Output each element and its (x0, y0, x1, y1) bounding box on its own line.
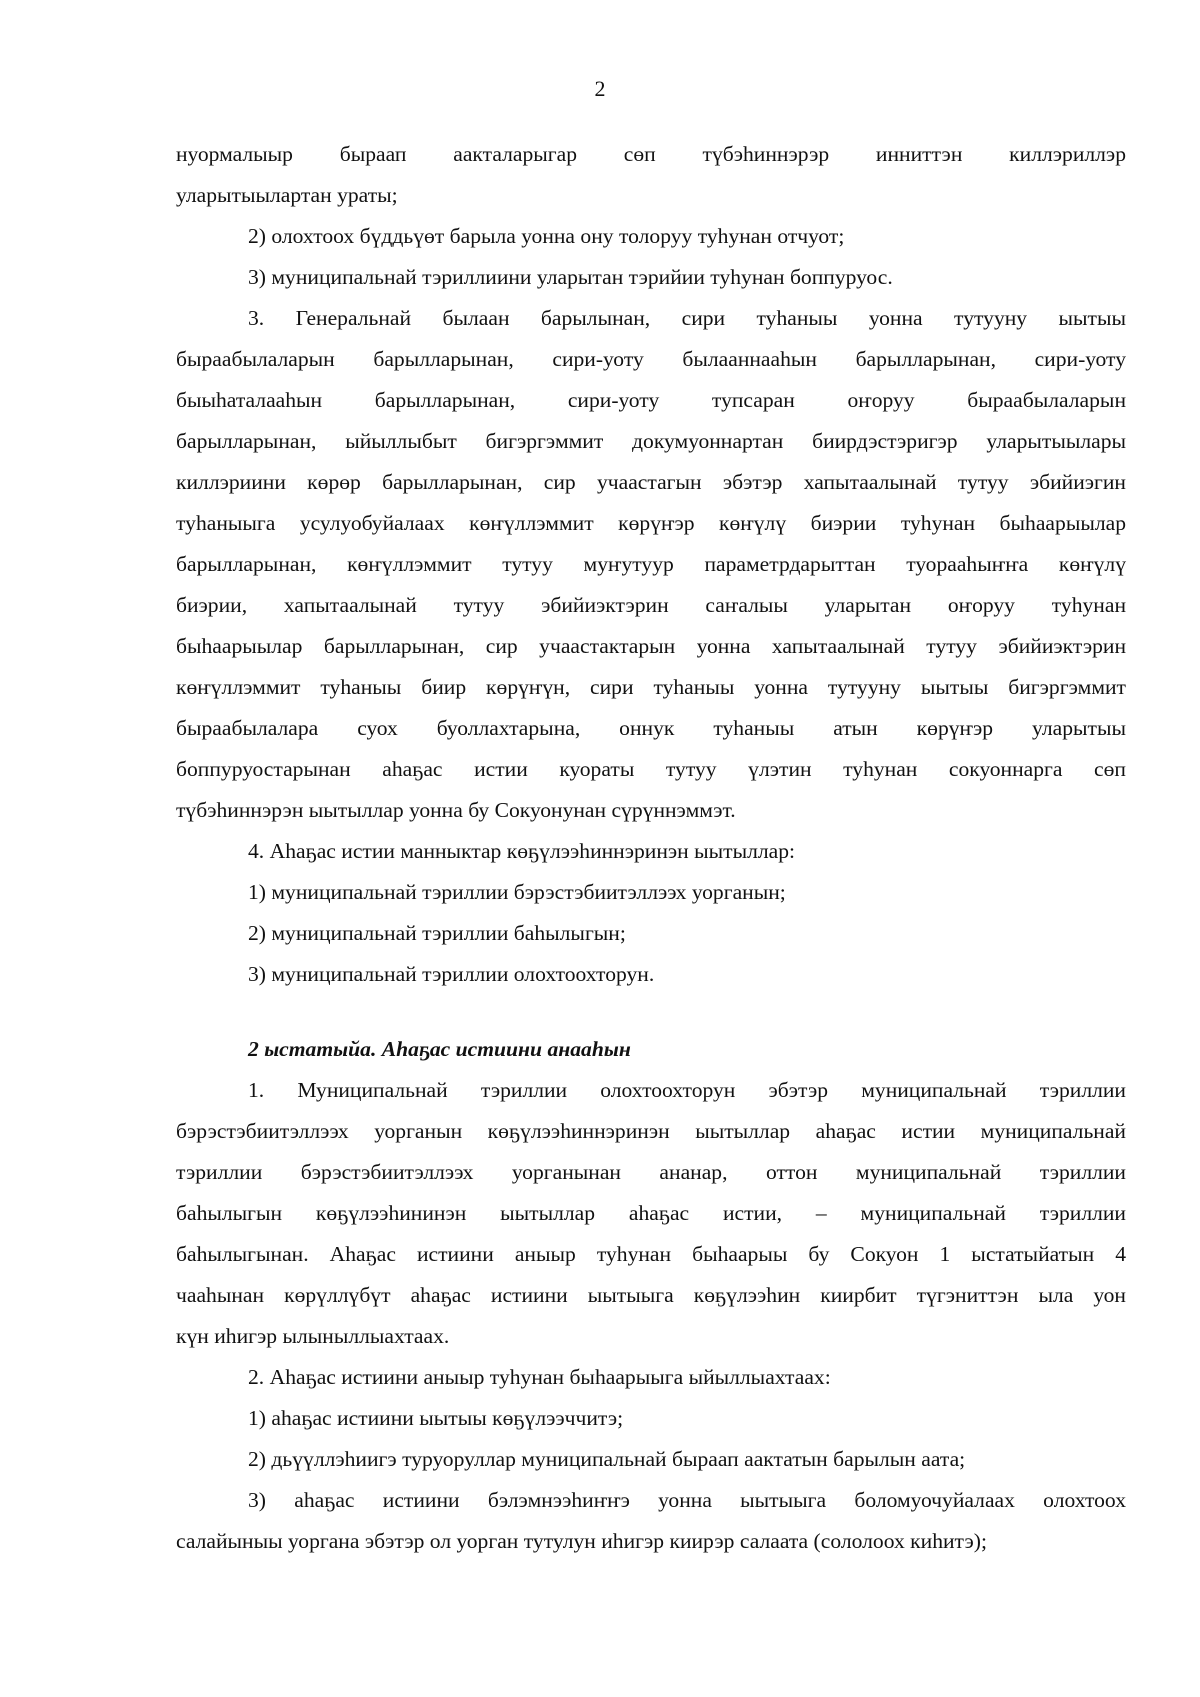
text-line: баһылыгын көҕүлээһининэн ыытыллар аһаҕас истии, – муниципальнай тэриллии (176, 1201, 1126, 1225)
text-line: быраабылаларын барылларынан, сири-уоту былааннааһын барылларынан, сири-уоту (176, 347, 1126, 371)
text-line: бэрэстэбиитэллээх уорганын көҕүлээһиннэринэн ыытыллар аһаҕас истии муниципальнай (176, 1119, 1126, 1143)
text-line: 2) дьүүллэһиигэ туруоруллар муниципальнай быраап аактатын барылын аата; (248, 1447, 966, 1471)
article-heading: 2 ыстатыйа. Аһаҕас истиини анааһын (248, 1037, 631, 1061)
text-line: нуормалыыр быраап аакталарыгар сөп түбэһиннэрэр инниттэн киллэриллэр (176, 142, 1126, 166)
text-line: көҥүллэммит туһаныы биир көрүҥүн, сири туһаныы уонна тутууну ыытыы бигэргэммит (176, 675, 1126, 699)
text-line: баһылыгынан. Аһаҕас истиини аныыр туһунан быһаарыы бу Сокуон 1 ыстатыйатын 4 (176, 1242, 1126, 1266)
text-line: чааһынан көрүллүбүт аһаҕас истиини ыытыыга көҕүлээһин киирбит түгэниттэн ыла уон (176, 1283, 1126, 1307)
text-line: 3) муниципальнай тэриллии олохтоохторун. (248, 962, 655, 986)
text-line: барылларынан, ыйыллыбыт бигэргэммит докумуоннартан биирдэстэригэр уларытыылары (176, 429, 1126, 453)
text-line: быыһаталааһын барылларынан, сири-уоту тупсаран оҥоруу быраабылаларын (176, 388, 1126, 412)
text-line: 3) аһаҕас истиини бэлэмнээһиҥҥэ уонна ыытыыга боломуочуйалаах олохтоох (248, 1488, 1126, 1512)
text-line: 2. Аһаҕас истиини аныыр туһунан быһаарыыга ыйыллыахтаах: (248, 1365, 831, 1389)
text-line: 1. Муниципальнай тэриллии олохтоохторун эбэтэр муниципальнай тэриллии (248, 1078, 1126, 1102)
text-line: быһаарыылар барылларынан, сир учаастактарын уонна хапытаалынай тутуу эбийиэктэрин (176, 634, 1126, 658)
text-line: 1) муниципальнай тэриллии бэрэстэбиитэллээх уорганын; (248, 880, 786, 904)
text-line: быраабылалара суох буоллахтарына, оннук туһаныы атын көрүҥэр уларытыы (176, 716, 1126, 740)
text-line: 2) муниципальнай тэриллии баһылыгын; (248, 921, 626, 945)
text-line: күн иһигэр ылыныллыахтаах. (176, 1324, 450, 1348)
text-line: киллэриини көрөр барылларынан, сир учаастагын эбэтэр хапытаалынай тутуу эбийиэгин (176, 470, 1126, 494)
document-body (176, 134, 1126, 1562)
text-line: 4. Аһаҕас истии манныктар көҕүлээһиннэринэн ыытыллар: (248, 839, 796, 863)
text-line: биэрии, хапытаалынай тутуу эбийиэктэрин саҥалыы уларытан оҥоруу туһунан (176, 593, 1126, 617)
text-line: барылларынан, көҥүллэммит тутуу муҥутуур параметрдарыттан туорааһыҥҥа көҥүлү (176, 552, 1126, 576)
text-line: 3. Генеральнай былаан барылынан, сири туһаныы уонна тутууну ыытыы (248, 306, 1126, 330)
text-line: салайыныы уоргана эбэтэр ол уорган тутулун иһигэр киирэр салаата (сололоох киһитэ); (176, 1529, 987, 1553)
page-number: 2 (594, 76, 606, 101)
text-line: 1) аһаҕас истиини ыытыы көҕүлээччитэ; (248, 1406, 624, 1430)
text-line: 3) муниципальнай тэриллиини уларытан тэрийии туһунан боппуруос. (248, 265, 893, 289)
text-line: тэриллии бэрэстэбиитэллээх уорганынан ананар, оттон муниципальнай тэриллии (176, 1160, 1126, 1184)
text-line: уларытыылартан ураты; (176, 183, 398, 207)
text-line: туһаныыга усулуобуйалаах көҥүллэммит көрүҥэр көҥүлү биэрии туһунан быһаарыылар (176, 511, 1126, 535)
text-line: боппуруостарынан аһаҕас истии куораты тутуу үлэтин туһунан сокуоннарга сөп (176, 757, 1126, 781)
text-line: 2) олохтоох бүддьүөт барыла уонна ону толоруу туһунан отчуот; (248, 224, 845, 248)
text-line: түбэһиннэрэн ыытыллар уонна бу Сокуонунан сүрүннэммэт. (176, 798, 736, 822)
